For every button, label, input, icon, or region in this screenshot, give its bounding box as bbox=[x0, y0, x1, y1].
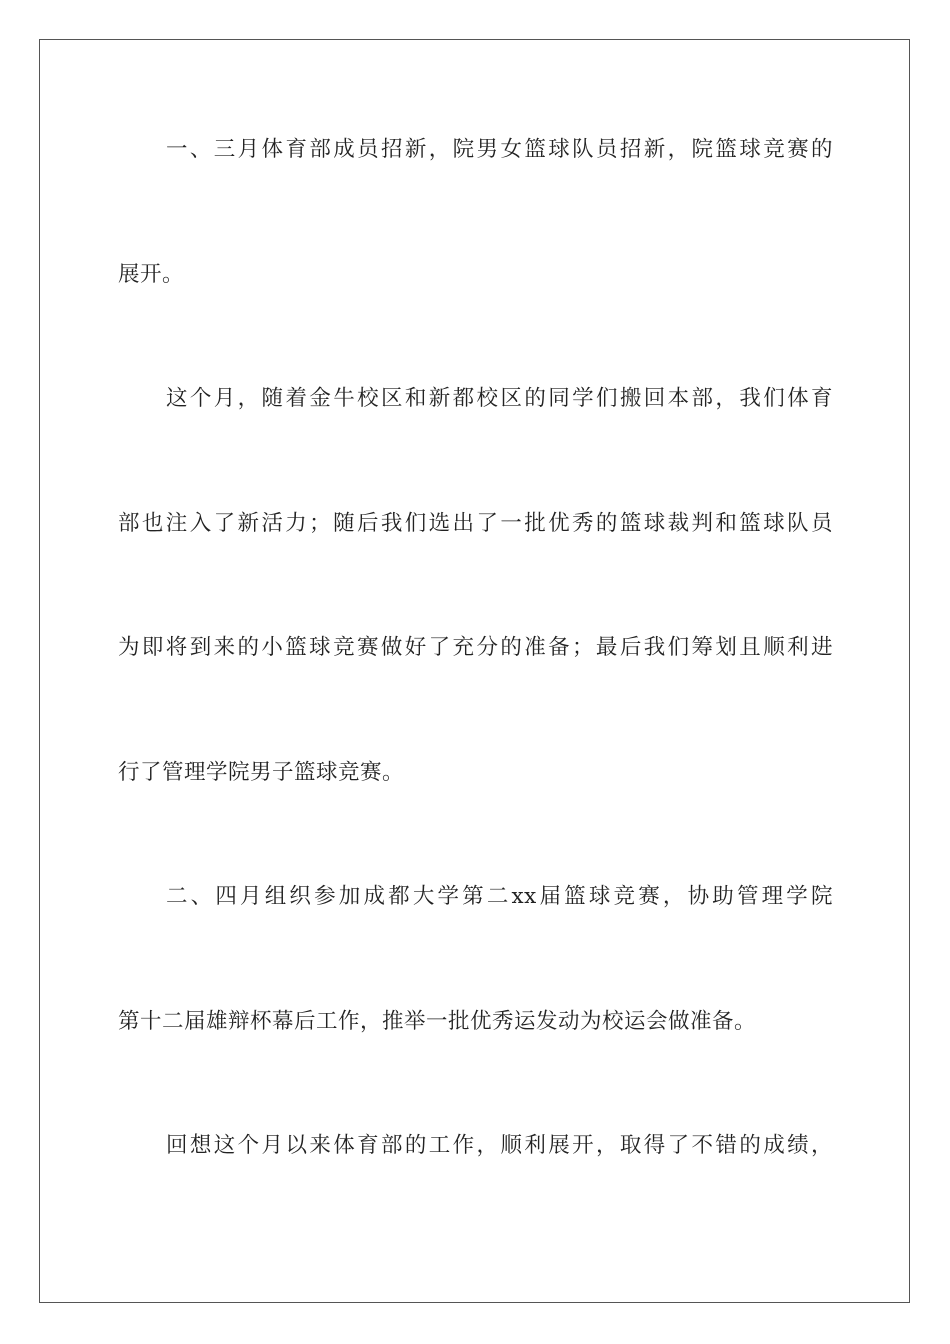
page-border bbox=[39, 39, 910, 1303]
paragraph-2-line-4: 行了管理学院男子篮球竞赛。 bbox=[118, 760, 405, 785]
paragraph-2-line-1: 这个月，随着金牛校区和新都校区的同学们搬回本部，我们体育 bbox=[166, 386, 833, 411]
paragraph-1-line-2: 展开。 bbox=[118, 262, 185, 287]
paragraph-2-line-3: 为即将到来的小篮球竞赛做好了充分的准备；最后我们筹划且顺利进 bbox=[118, 635, 833, 660]
paragraph-3-line-1: 二、四月组织参加成都大学第二xx届篮球竞赛，协助管理学院 bbox=[166, 884, 833, 909]
paragraph-3-line-2: 第十二届雄辩杯幕后工作，推举一批优秀运发动为校运会做准备。 bbox=[118, 1009, 757, 1034]
paragraph-2-line-2: 部也注入了新活力；随后我们选出了一批优秀的篮球裁判和篮球队员 bbox=[118, 511, 833, 536]
paragraph-4-line-1: 回想这个月以来体育部的工作，顺利展开，取得了不错的成绩， bbox=[166, 1133, 833, 1158]
paragraph-1-line-1: 一、三月体育部成员招新，院男女篮球队员招新，院篮球竞赛的 bbox=[166, 137, 833, 162]
